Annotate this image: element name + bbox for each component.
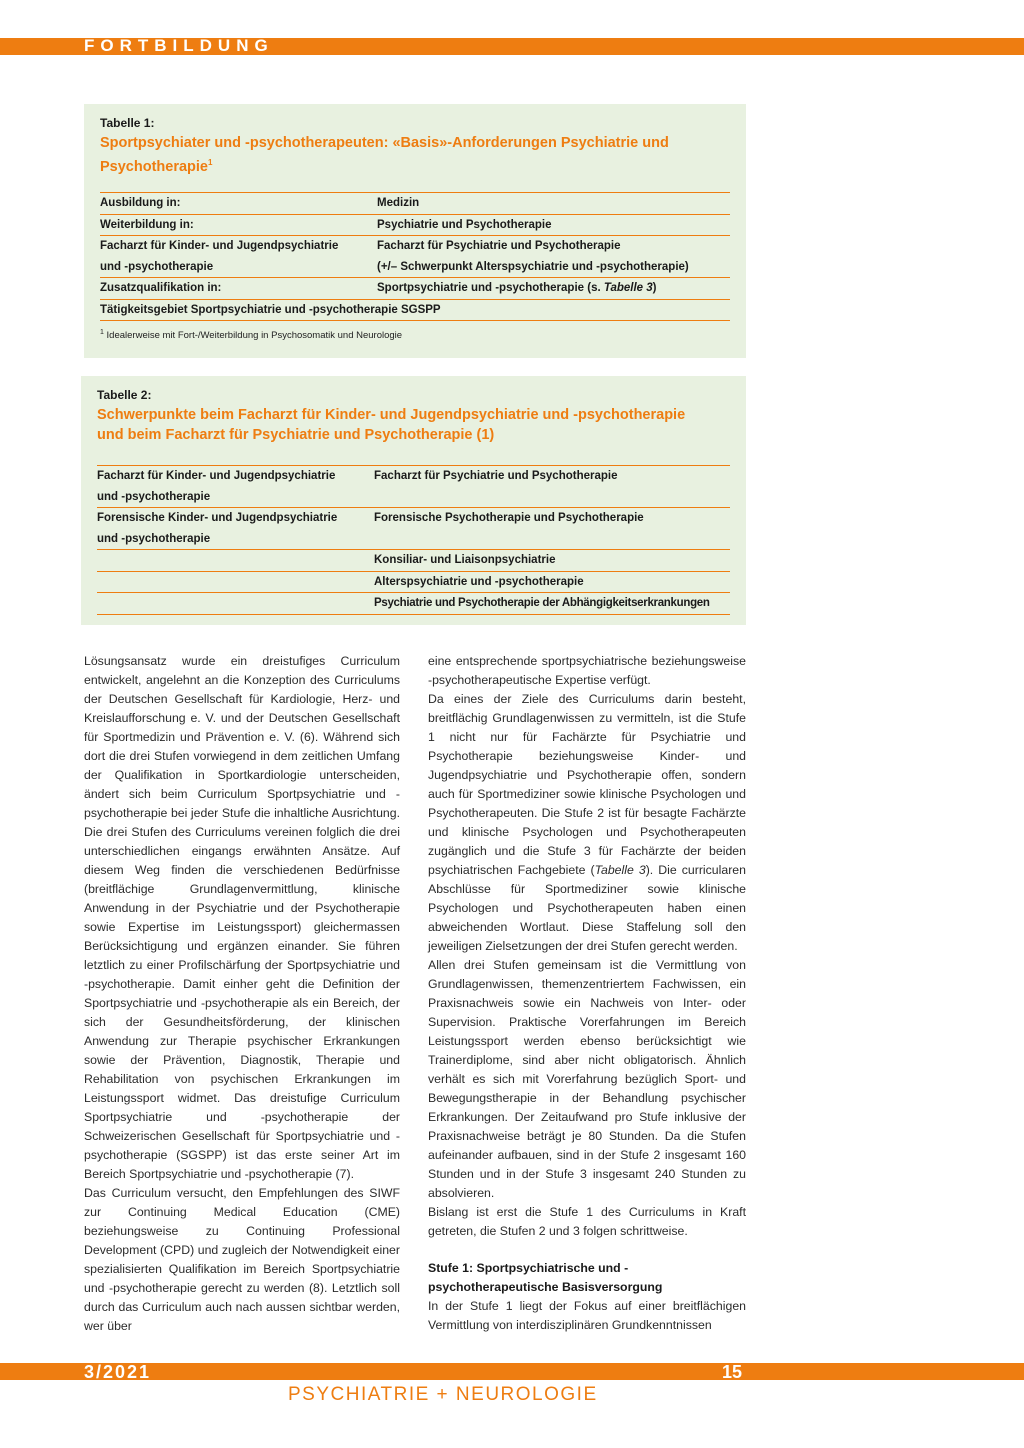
table-2-title-line2: und beim Facharzt für Psychiatrie und Psychotherapie (1): [97, 427, 495, 443]
table-cell: Forensische Psychotherapie und Psychotherapie: [374, 508, 730, 550]
table-cell: [97, 571, 374, 593]
paragraph: Das Curriculum versucht, den Empfehlungen des SIWF zur Continuing Medical Education (CME) beziehungsweise zu Continuing Professional Development (CPD) und zugleich der Notwendigkeit einer spezialisierten Qualifikation im Bereich Sportpsychiatrie und -psychotherapie gerecht zu werden (8). Letztlich soll durch das Curriculum auch nach aussen sichtbar werden, wer über: [84, 1186, 400, 1333]
table-row: [100, 278, 730, 300]
table-cell: [377, 278, 730, 300]
cell-line: Forensische Kinder- und Jugendpsychiatrie: [97, 512, 338, 524]
table-row: [100, 214, 730, 236]
table-cell: [97, 466, 374, 508]
table-1-box: [84, 104, 746, 358]
section-heading: Stufe 1: Sportpsychiatrische und -psychotherapeutische Basisversorgung: [428, 1261, 663, 1294]
table-cell: Facharzt für Psychiatrie und Psychotherapie: [377, 240, 621, 252]
table-1-title: [100, 133, 669, 177]
paragraph: In der Stufe 1 liegt der Fokus auf einer breitflächigen Vermittlung von interdisziplinären Grundkenntnissen: [428, 1299, 746, 1332]
page-number: 15: [722, 1362, 743, 1382]
table-row: [100, 236, 730, 257]
section-header-bar: [0, 38, 1024, 55]
table-1-title-line2: Psychotherapie: [100, 158, 208, 175]
table-cell: [97, 550, 374, 572]
table-row: [100, 299, 730, 321]
table-cell: [97, 593, 374, 615]
table-1: [100, 192, 730, 321]
table-2-box: [81, 376, 746, 625]
cell-line: und -psychotherapie: [97, 532, 211, 545]
table-2-label: Tabelle 2:: [97, 388, 152, 402]
table-cell: Konsiliar- und Liaisonpsychiatrie: [374, 550, 730, 572]
table-cell: Alterspsychiatrie und -psychotherapie: [374, 571, 730, 593]
table-cell: (+/– Schwerpunkt Alterspsychiatrie und -psychotherapie): [377, 257, 730, 278]
body-column-left: [84, 652, 400, 1336]
table-row: [97, 508, 730, 550]
paragraph: Allen drei Stufen gemeinsam ist die Vermittlung von Grundlagenwissen, themenzentriertem Fachwissen, ein Praxisnachweis sowie ein Nachweis von Inter- oder Supervision. Praktische Vorerfahrungen im Bereich Leistungssport werden ebenso berücksichtigt wie Trainerdiplome, sind aber nicht obligatorisch. Ähnlich verhält es sich mit Vorerfahrung bezüglich Sport- und Bewegungstherapie in der Behandlung psychischer Erkrankungen. Der Zeitaufwand pro Stufe inklusive der Praxisnachweise beträgt je 80 Stunden. Da die Stufen aufeinander aufbauen, sind in der Stufe 2 insgesamt 160 Stunden und in der Stufe 3 insgesamt 240 Stunden zu absolvieren.: [428, 958, 746, 1200]
footnote-text: Idealerweise mit Fort-/Weiterbildung in Psychosomatik und Neurologie: [106, 330, 403, 342]
table-cell: Ausbildung in:: [100, 193, 377, 215]
table-reference: Tabelle 3: [603, 282, 653, 294]
body-column-right: [428, 652, 746, 1335]
table-row: [97, 571, 730, 593]
cell-text: Sportpsychiatrie und -psychotherapie (s.: [377, 282, 604, 294]
footer-bar: [0, 1363, 1024, 1380]
table-cell: und -psychotherapie: [100, 257, 377, 278]
issue-number: 3/2021: [84, 1362, 152, 1382]
table-2-title-line1: Schwerpunkte beim Facharzt für Kinder- und Jugendpsychiatrie und -psychotherapie: [97, 407, 686, 423]
table-row: [97, 593, 730, 615]
table-cell: Facharzt für Psychiatrie und Psychotherapie: [374, 466, 730, 508]
table-cell: [97, 508, 374, 550]
paragraph: eine entsprechende sportpsychiatrische beziehungsweise -psychotherapeutische Expertise verfügt.: [428, 654, 746, 687]
paragraph: [428, 690, 746, 956]
table-cell: Psychiatrie und Psychotherapie: [377, 214, 730, 236]
table-1-title-sup: 1: [208, 158, 213, 167]
table-cell: Zusatzqualifikation in:: [100, 278, 377, 300]
table-cell: Psychiatrie und Psychotherapie der Abhängigkeitserkrankungen: [374, 593, 730, 615]
cell-text: ): [652, 282, 657, 294]
paragraph: Bislang ist erst die Stufe 1 des Curriculums in Kraft getreten, die Stufen 2 und 3 folgen schrittweise.: [428, 1205, 746, 1238]
table-row: [97, 466, 730, 508]
paragraph-text: Da eines der Ziele des Curriculums darin besteht, breitflächig Grundlagenwissen zu vermitteln, ist die Stufe 1 nicht nur für Fachärzte für Psychiatrie und Psychotherapie beziehungsweise Kinder- und Jugendpsychiatrie und Psychotherapie offen, sondern auch für Sportmediziner sowie klinische Psychologen und Psychotherapeuten. Die Stufe 2 ist für besagte Fachärzte und klinische Psychologen und Psychotherapeuten zugänglich und die Stufe 3 für Fachärzte der beiden psychiatrischen Fachgebiete (: [428, 692, 746, 877]
table-cell: Facharzt für Kinder- und Jugendpsychiatrie: [100, 240, 339, 252]
table-1-label: Tabelle 1:: [100, 116, 155, 130]
table-1-footnote: [100, 329, 402, 341]
table-1-title-line1: Sportpsychiater und -psychotherapeuten: «Basis»-Anforderungen Psychiatrie und: [100, 135, 669, 151]
table-cell: Medizin: [377, 193, 730, 215]
table-row: [100, 193, 730, 215]
footnote-marker: 1: [100, 329, 104, 336]
journal-title: PSYCHIATRIE + NEUROLOGIE: [288, 1384, 598, 1405]
table-row: [100, 257, 730, 278]
table-row: [97, 550, 730, 572]
table-cell: Weiterbildung in:: [100, 214, 377, 236]
table-reference: Tabelle 3: [594, 863, 646, 877]
paragraph-text: ). Die curricularen Abschlüsse für Sportmediziner sowie klinische Psychologen und Psychotherapeuten haben einen abweichenden Wortlaut. Diese Staffelung soll den jeweiligen Zielsetzungen der drei Stufen gerecht werden.: [428, 863, 746, 953]
cell-line: Facharzt für Kinder- und Jugendpsychiatrie: [97, 470, 336, 482]
paragraph: Lösungsansatz wurde ein dreistufiges Curriculum entwickelt, angelehnt an die Konzeption des Curriculums der Deutschen Gesellschaft für Kardiologie, Herz- und Kreislaufforschung e. V. und der Deutschen Gesellschaft für Sportmedizin und Prävention e. V. (6). Während sich dort die drei Stufen vorwiegend in dem zeitlichen Umfang der Qualifikation in Sportkardiologie unterscheiden, ändert sich beim Curriculum Sportpsychiatrie und -psychotherapie bei jeder Stufe die inhaltliche Ausrichtung. Die drei Stufen des Curriculums vereinen folglich die drei unterschiedlichen eingangs erwähnten Ansätze. Auf diesem Weg finden die verschiedenen Bedürfnisse (breitflächige Grundlagenvermittlung, klinische Anwendung in der Psychiatrie und der Psychotherapie sowie Expertise im Leistungssport) gleichermassen Berücksichtigung und ergänzen einander. Sie führen letztlich zu einer Profilschärfung der Sportpsychiatrie und -psychotherapie. Damit einher geht die Definition der Sportpsychiatrie und -psychotherapie als ein Bereich, der sich der Gesundheitsförderung, der klinischen Anwendung zur Therapie psychischer Erkrankungen sowie der Prävention, Diagnostik, Therapie und Rehabilitation von psychischen Erkrankungen im Leistungssport widmet. Das dreistufige Curriculum Sportpsychiatrie und -psychotherapie der Schweizerischen Gesellschaft für Sportpsychiatrie und -psychotherapie (SGSPP) ist das erste seiner Art im Bereich Sportpsychiatrie und -psychotherapie (7).: [84, 654, 400, 1181]
table-cell: Tätigkeitsgebiet Sportpsychiatrie und -psychotherapie SGSPP: [100, 299, 730, 321]
table-2-title: [97, 405, 685, 445]
cell-line: und -psychotherapie: [97, 490, 211, 503]
table-2: [97, 465, 730, 615]
section-label: FORTBILDUNG: [84, 36, 274, 55]
